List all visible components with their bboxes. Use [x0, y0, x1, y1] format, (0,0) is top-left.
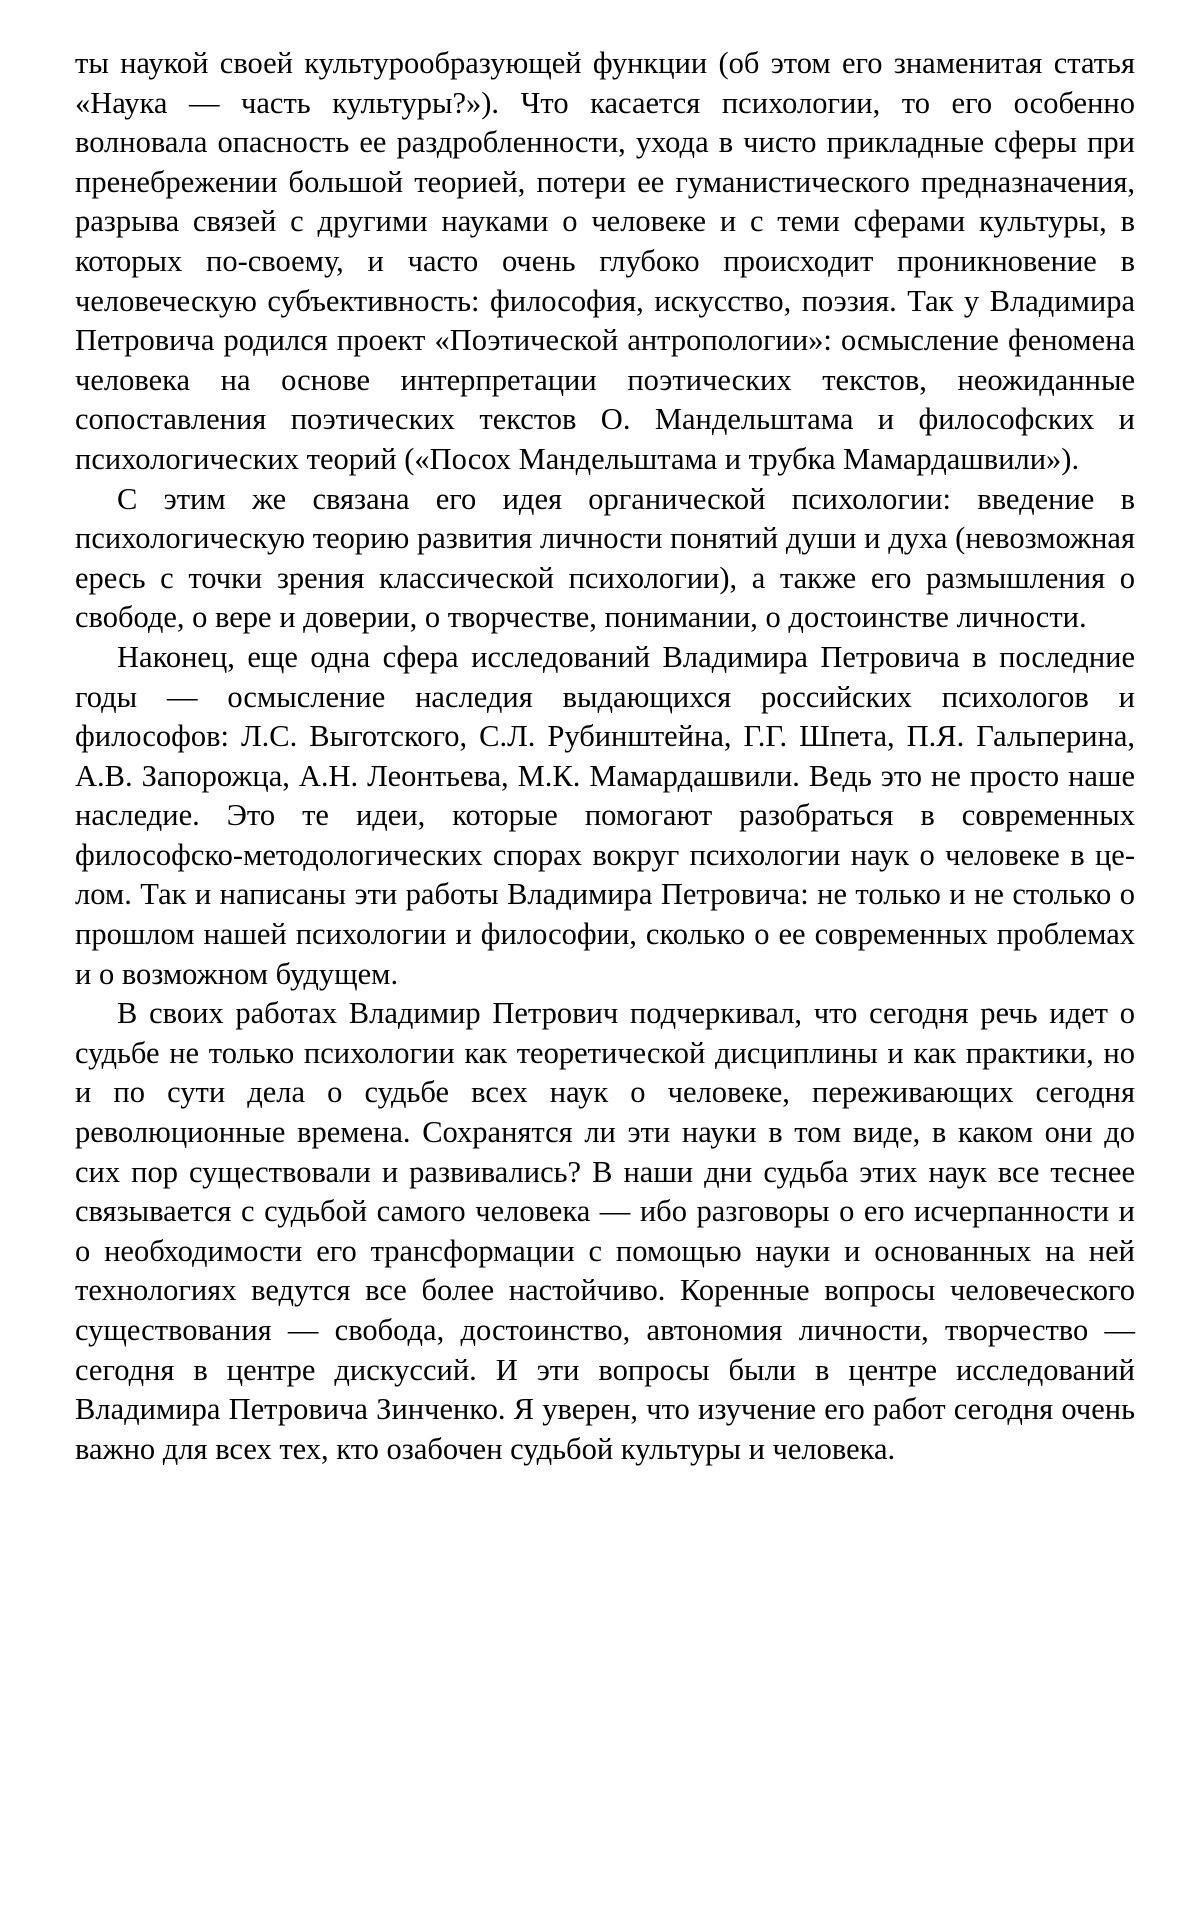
- document-page: [75, 44, 1135, 1469]
- paragraph-2: С этим же связана его идея органической психологии: введение в психологическую теорию развития личности понятий души и духа (невозможная ересь с точки зрения классической психологии), а также его размышления о свободе, о вере и доверии, о творчестве, понимании, о достоинстве личности.: [75, 481, 1135, 635]
- paragraph-4: В своих работах Владимир Петрович подчеркивал, что сегодня речь идет о судьбе не только психологии как теоретической дисциплины и как практики, но и по сути дела о судьбе всех наук о человеке, переживающих сегодня революционные времена. Сохранятся ли эти науки в том виде, в каком они до сих пор существовали и развивались? В наши дни судьба этих наук все теснее связывается с судьбой самого человека — ибо разговоры о его исчерпанности и о необходимости его трансформации с помощью науки и основанных на ней технологиях ведутся все более настойчиво. Коренные вопросы человеческого существования — свобода, достоинство, автономия личности, творчество — сегодня в центре дискуссий. И эти вопросы были в центре исследований Владимира Петровича Зинченко. Я уверен, что изучение его работ сегодня очень важно для всех тех, кто озабочен судьбой культуры и человека.: [75, 996, 1135, 1466]
- paragraph-3: Наконец, еще одна сфера исследований Владимира Петровича в последние годы — осмысление наследия выдающихся российских психологов и философов: Л.С. Выготского, С.Л. Рубинштейна, Г.Г. Шпета, П.Я. Гальперина, А.В. Запорожца, А.Н. Леонтьева, М.К. Мамардашвили. Ведь это не просто наше наследие. Это те идеи, которые помогают разобраться в современных философско-методологических спорах вокруг психологии наук о человеке в целом. Так и написаны эти работы Владимира Петровича: не только и не столько о прошлом нашей психологии и философии, сколько о ее современных проблемах и о возможном будущем.: [75, 639, 1135, 991]
- paragraph-1: ты наукой своей культурообразующей функции (об этом его знаменитая статья «Наука — часть культуры?»). Что касается психологии, то его особенно волновала опасность ее раздробленности, ухода в чисто прикладные сферы при пренебрежении большой теорией, потери ее гуманистического предназначения, разрыва связей с другими науками о человеке и с теми сферами культуры, в которых по-своему, и часто очень глубоко происходит проникновение в человеческую субъективность: философия, искусство, поэзия. Так у Владимира Петровича родился проект «Поэтической антропологии»: осмысление феномена человека на основе интерпретации поэтических текстов, неожиданные сопоставления поэтических текстов О. Мандельштама и философских и психологических теорий («Посох Мандельштама и трубка Мамардашвили»).: [75, 46, 1135, 476]
